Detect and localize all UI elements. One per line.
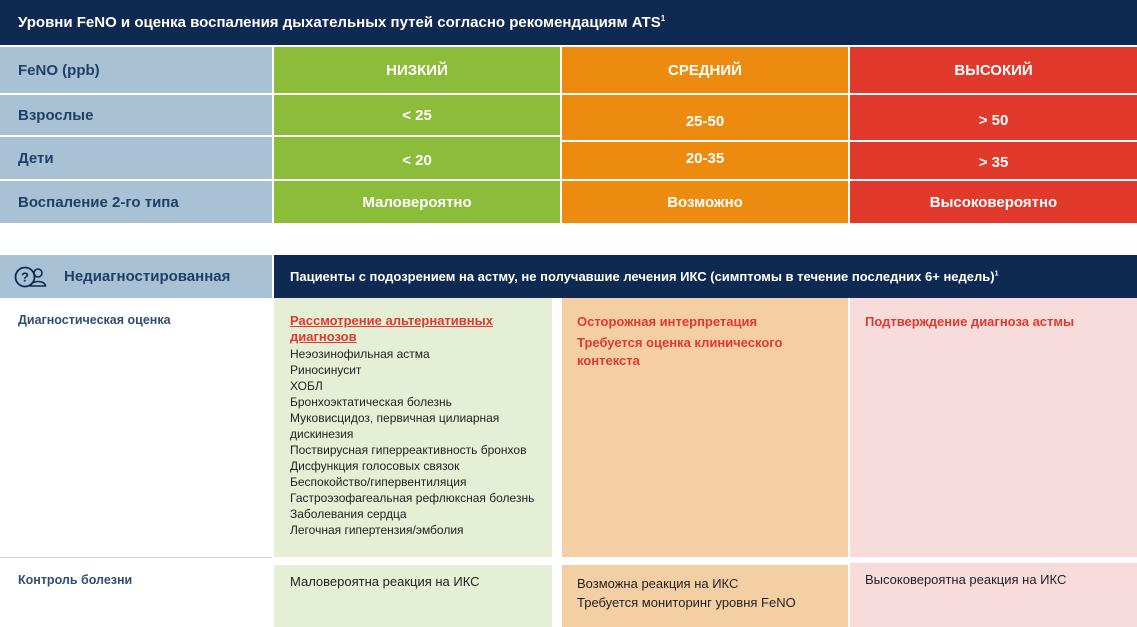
alt-diagnosis-item: Муковисцидоз, первичная цилиарная дискинезия: [290, 411, 500, 441]
inflammation-high: Высоковероятно: [850, 181, 1137, 223]
alt-diagnosis-item: Неэозинофильная астма: [290, 347, 430, 361]
row2-label-cell: [0, 557, 272, 627]
alt-diagnosis-item: Дисфункция голосовых связок: [290, 459, 460, 473]
undiagnosed-badge: [0, 255, 272, 298]
diag-high-cell: [850, 298, 1137, 557]
row-label-adults: Взрослые: [0, 95, 272, 135]
col-mid-header: СРЕДНИЙ: [562, 47, 848, 93]
inflammation-low: Маловероятно: [274, 181, 560, 223]
control-mid-text: Возможна реакция на ИКС Требуется мониторинг уровня FeNO: [577, 576, 796, 610]
asthma-confirmation: Подтверждение диагноза астмы: [865, 314, 1075, 329]
col-high-header: ВЫСОКИЙ: [850, 47, 1137, 93]
row-label-control: Контроль болезни: [18, 573, 133, 587]
alt-diagnosis-item: Беспокойство/гипервентиляция: [290, 475, 467, 489]
alt-diagnosis-item: Гастроэзофагеальная рефлюксная болезнь: [290, 491, 535, 505]
section2-header: Пациенты с подозрением на астму, не получавшие лечения ИКС (симптомы в течение последних 6+ недель)$^1$: [274, 255, 1137, 298]
badge-label: Недиагностированная: [64, 268, 231, 285]
alt-diagnoses-title: Рассмотрение альтернативных диагнозов: [290, 313, 493, 344]
adults-high: > 50: [850, 95, 1137, 140]
alt-diagnoses-list: [290, 346, 548, 538]
row-label-children: Дети: [0, 137, 272, 179]
cautious-interpretation: Осторожная интерпретация: [577, 314, 758, 329]
children-low: < 20: [274, 137, 560, 179]
clinical-context-required: Требуется оценка клинического контекста: [577, 335, 783, 368]
col-low-header: НИЗКИЙ: [274, 47, 560, 93]
diag-mid-content: [577, 313, 839, 370]
adults-mid: 25-50: [562, 95, 848, 140]
alt-diagnosis-item: Риносинусит: [290, 363, 362, 377]
alt-diagnosis-item: Бронхоэктатическая болезнь: [290, 395, 452, 409]
table-title: Уровни FeNO и оценка воспаления дыхательных путей согласно рекомендациям ATS$^1$: [18, 14, 666, 31]
diag-high-content: [865, 313, 1127, 331]
control-low-text: Маловероятна реакция на ИКС: [290, 574, 480, 589]
inflammation-mid: Возможно: [562, 181, 848, 223]
table-title-bar: [0, 0, 1137, 45]
row-label-diagnostic: Диагностическая оценка: [18, 313, 171, 327]
svg-text:?: ?: [21, 269, 29, 284]
question-person-icon: [14, 265, 48, 289]
diag-low-content: [290, 313, 548, 538]
children-high: > 35: [850, 142, 1137, 179]
feno-header-label: FeNO (ppb): [0, 47, 272, 93]
row-label-inflammation: Воспаление 2-го типа: [0, 181, 272, 223]
alt-diagnosis-item: ХОБЛ: [290, 379, 323, 393]
alt-diagnosis-item: Заболевания сердца: [290, 507, 407, 521]
adults-low: < 25: [274, 95, 560, 135]
alt-diagnosis-item: Легочная гипертензия/эмболия: [290, 523, 464, 537]
children-mid: 20-35: [562, 142, 848, 179]
alt-diagnosis-item: Поствирусная гиперреактивность бронхов: [290, 443, 527, 457]
control-high-text: Высоковероятна реакция на ИКС: [865, 572, 1067, 587]
